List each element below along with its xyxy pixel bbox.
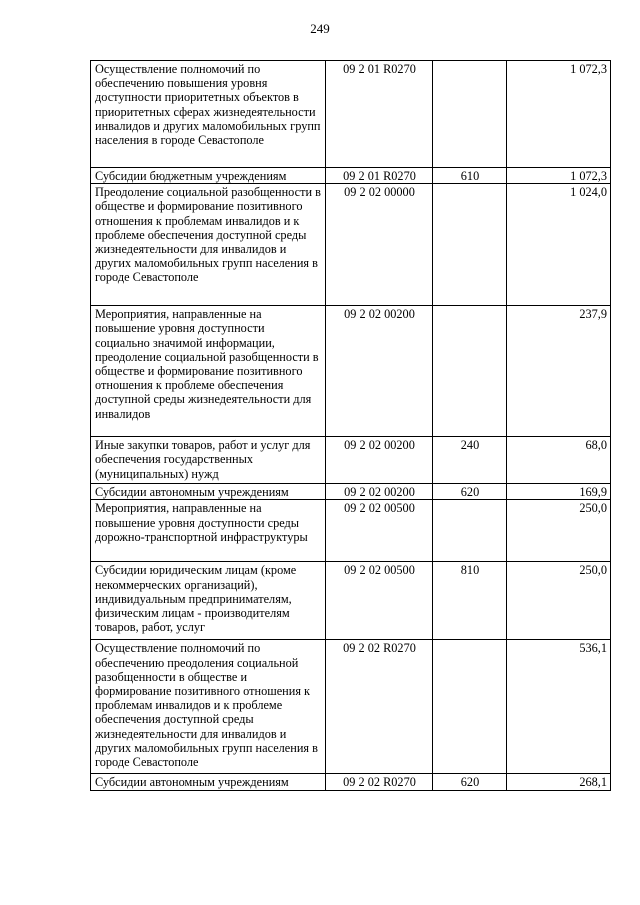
row-code: 09 2 02 00500 [326,562,433,640]
row-sum: 250,0 [507,500,611,562]
table-row [91,184,611,306]
row-code: 09 2 02 00200 [326,484,433,500]
row-type [433,184,507,306]
row-name: Мероприятия, направленные на повышение уровня доступности среды дорожно-транспортной инфраструктуры [91,500,326,562]
row-sum: 237,9 [507,306,611,437]
table-row [91,61,611,168]
row-code: 09 2 01 R0270 [326,61,433,168]
budget-table [90,60,611,791]
table-row [91,774,611,790]
row-sum: 536,1 [507,640,611,774]
row-sum: 1 072,3 [507,168,611,184]
row-type [433,306,507,437]
row-type: 610 [433,168,507,184]
row-type [433,640,507,774]
table-row [91,500,611,562]
row-code: 09 2 02 00200 [326,306,433,437]
row-sum: 1 024,0 [507,184,611,306]
row-name: Иные закупки товаров, работ и услуг для обеспечения государственных (муниципальных) нужд [91,437,326,484]
table-row [91,640,611,774]
row-name: Субсидии юридическим лицам (кроме некоммерческих организаций), индивидуальным предпринимателям, физическим лицам - производителям товаров, работ, услуг [91,562,326,640]
table-row [91,484,611,500]
row-code: 09 2 02 00500 [326,500,433,562]
row-type [433,61,507,168]
row-name: Субсидии автономным учреждениям [91,774,326,790]
page-number: 249 [310,21,330,36]
row-type: 810 [433,562,507,640]
row-sum: 268,1 [507,774,611,790]
table-row [91,562,611,640]
row-code: 09 2 01 R0270 [326,168,433,184]
row-type: 620 [433,774,507,790]
row-code: 09 2 02 R0270 [326,774,433,790]
row-code: 09 2 02 00200 [326,437,433,484]
row-name: Мероприятия, направленные на повышение уровня доступности социально значимой информации, преодоление социальной разобщенности в обществе и формирование позитивного отношения к проблеме обеспечения доступной среды жизнедеятельности для инвалидов [91,306,326,437]
row-sum: 250,0 [507,562,611,640]
row-code: 09 2 02 00000 [326,184,433,306]
table-row [91,168,611,184]
row-name: Преодоление социальной разобщенности в обществе и формирование позитивного отношения к проблемам инвалидов и к проблеме обеспечения доступной среды жизнедеятельности для инвалидов и других маломобильных групп населения в городе Севастополе [91,184,326,306]
row-name: Субсидии автономным учреждениям [91,484,326,500]
row-code: 09 2 02 R0270 [326,640,433,774]
row-name: Осуществление полномочий по обеспечению преодоления социальной разобщенности в обществе и формирование позитивного отношения к проблемам инвалидов и к проблеме обеспечения доступной среды жизнедеятельности для инвалидов и других маломобильных групп населения в городе Севастополе [91,640,326,774]
table-row [91,437,611,484]
row-name: Осуществление полномочий по обеспечению повышения уровня доступности приоритетных объектов в приоритетных сферах жизнедеятельности инвалидов и других маломобильных групп населения в городе Севастополе [91,61,326,168]
row-sum: 169,9 [507,484,611,500]
row-type [433,500,507,562]
row-name: Субсидии бюджетным учреждениям [91,168,326,184]
row-type: 240 [433,437,507,484]
row-type: 620 [433,484,507,500]
row-sum: 1 072,3 [507,61,611,168]
row-sum: 68,0 [507,437,611,484]
table-row [91,306,611,437]
